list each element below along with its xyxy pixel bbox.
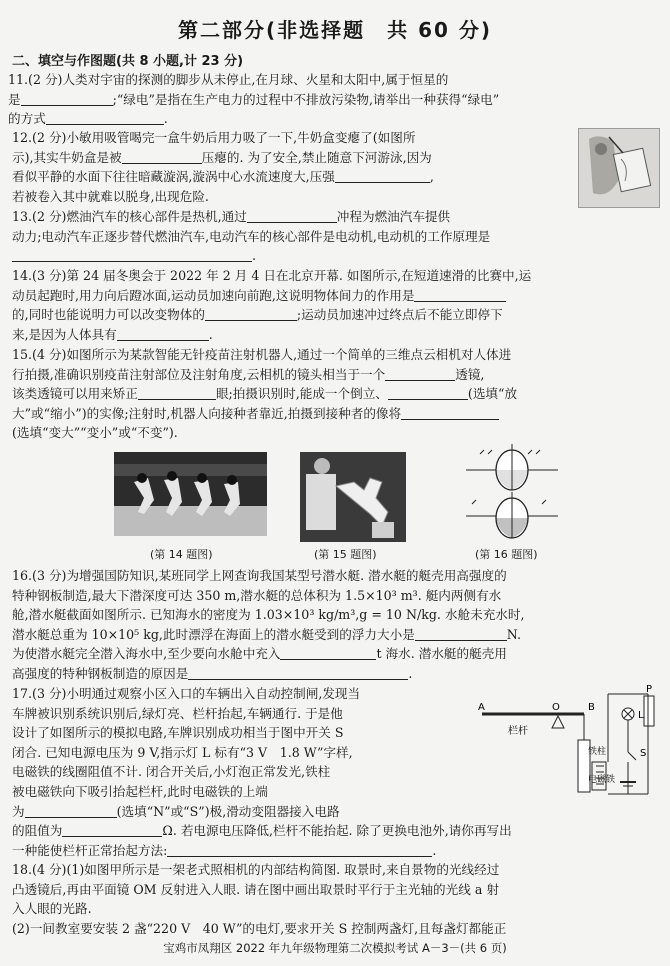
page-title: 第二部分(非选择题 共 60 分) bbox=[177, 18, 493, 42]
section-heading: 二、填空与作图题(共 8 小题,计 23 分) bbox=[12, 54, 244, 69]
q16-text-e: N. bbox=[506, 626, 522, 642]
q17-line5: 电磁铁的线圈阻值不计. 闭合开关后,小灯泡正常发光,铁柱 bbox=[12, 764, 331, 780]
q15-blank-3 bbox=[388, 386, 468, 400]
q17-text-g: 为 bbox=[12, 803, 25, 819]
fig17-label-a: A bbox=[478, 702, 485, 713]
q15-line1: 15.(4 分)如图所示为某款智能无针疫苗注射机器人,通过一个简单的三维点云相机对人体进 bbox=[12, 347, 512, 362]
q16-line1: 16.(3 分)为增强国防知识,某班同学上网查询我国某型号潜水艇. 潜水艇的艇壳用高强度的 bbox=[12, 568, 507, 583]
q17-blank-2 bbox=[62, 823, 162, 837]
q12-line4: 若被卷入其中就难以脱身,出现危险. bbox=[12, 188, 209, 204]
q15-text-c: 透镜, bbox=[455, 366, 485, 382]
q18-line1: 18.(4 分)(1)如图甲所示是一架老式照相机的内部结构简图. 取景时,来自景物的光线经过 bbox=[12, 862, 500, 877]
q14-text-c: 的,同时也能说明力可以改变物体的 bbox=[12, 307, 205, 323]
q17-blank-1 bbox=[25, 804, 117, 818]
milk-carton-drawing bbox=[579, 129, 659, 207]
fig17-label-s: S bbox=[640, 748, 647, 759]
q16-text-i: . bbox=[408, 665, 413, 681]
q14-blank-3 bbox=[117, 327, 209, 341]
milk-carton-photo bbox=[578, 128, 660, 208]
q17-text-k: 一种能使栏杆正常抬起方法: bbox=[12, 842, 168, 858]
q11-text-e: . bbox=[163, 111, 168, 127]
q15-text-e: 眼;拍摄识别时,能成一个倒立、 bbox=[215, 386, 388, 402]
q13-blank-2 bbox=[12, 248, 252, 262]
q11-blank-2 bbox=[46, 111, 164, 125]
q11-text-b: 是 bbox=[8, 91, 21, 107]
q16-text-f: 为使潜水艇完全潜入海水中,至少要向水舱中充入 bbox=[12, 646, 281, 662]
caption-figure-14: (第 14 题图) bbox=[150, 548, 213, 561]
q14-text-d: ;运动员加速冲过终点后不能立即停下 bbox=[296, 307, 503, 323]
q17-line3: 设计了如图所示的模拟电路,车牌识别成功相当于图中开关 S bbox=[12, 725, 344, 741]
q13-blank-1 bbox=[247, 209, 337, 223]
question-11 bbox=[8, 70, 658, 129]
q12-text-d: 看似平静的水面下往往暗藏漩涡,漩涡中心水流速度大,压强 bbox=[12, 169, 335, 185]
q17-text-h: (选填“N”或“S”)极,滑动变阻器接入电路 bbox=[116, 803, 340, 819]
q16-line3: 舱,潜水艇截面如图所示. 已知海水的密度为 1.03×10³ kg/m³,g = 10 N/kg. 水舱未充水时, bbox=[12, 607, 525, 623]
q16-blank-2 bbox=[280, 646, 376, 660]
q15-line5: (选填“变大”“变小”或“不变”). bbox=[12, 425, 178, 441]
question-13 bbox=[12, 207, 658, 266]
q16-blank-1 bbox=[415, 627, 507, 641]
q14-text-f: . bbox=[208, 326, 213, 342]
caption-figure-15: (第 15 题图) bbox=[314, 548, 377, 561]
submarine-cross-section bbox=[466, 440, 558, 540]
page-footer: 宝鸡市凤翔区 2022 年九年级物理第二次模拟考试 A－3－(共 6 页) bbox=[163, 941, 507, 955]
q15-text-g: 大”或“缩小”)的实像;注射时,机器人向接种者靠近,拍摄到接种者的像将 bbox=[12, 405, 402, 421]
fig17-label-p: P bbox=[646, 684, 653, 695]
question-17-continued bbox=[12, 821, 658, 860]
q14-line1: 14.(3 分)第 24 届冬奥会于 2022 年 2 月 4 日在北京开幕. 如图所示,在短道速滑的比赛中,运 bbox=[12, 268, 532, 283]
q13-text-a: 13.(2 分)燃油汽车的核心部件是热机,通过 bbox=[12, 209, 247, 224]
q18-line3: 入人眼的光路. bbox=[12, 901, 92, 917]
q15-blank-1 bbox=[385, 367, 455, 381]
gate-circuit-drawing bbox=[472, 682, 662, 812]
q15-blank-4 bbox=[401, 406, 499, 420]
q18-line4: (2)一间教室要安装 2 盏“220 V 40 W”的电灯,要求开关 S 控制两盏灯,且每盏灯都能正 bbox=[12, 920, 507, 936]
question-14 bbox=[12, 266, 658, 344]
question-17 bbox=[12, 684, 470, 821]
caption-figure-16: (第 16 题图) bbox=[475, 548, 538, 561]
question-12 bbox=[12, 128, 572, 206]
speed-skaters-drawing bbox=[114, 452, 267, 536]
q11-blank-1 bbox=[21, 92, 113, 106]
q13-text-b: 冲程为燃油汽车提供 bbox=[336, 209, 451, 224]
fig17-label-iron: 铁柱 bbox=[588, 747, 607, 757]
figure-15-photo bbox=[300, 452, 406, 542]
q11-text-d: 的方式 bbox=[8, 111, 46, 127]
q11-line1: 11.(2 分)人类对宇宙的探测的脚步从未停止,在月球、火星和太阳中,属于恒星的 bbox=[8, 72, 449, 87]
q17-line6: 被电磁铁向下吸引抬起栏杆,此时电磁铁的上端 bbox=[12, 783, 268, 799]
q14-blank-1 bbox=[414, 288, 506, 302]
question-15 bbox=[12, 345, 658, 443]
fig17-label-railing: 栏杆 bbox=[508, 726, 528, 737]
q14-text-e: 来,是因为人体具有 bbox=[12, 326, 117, 342]
q12-text-e: , bbox=[429, 169, 434, 185]
q17-text-i: 的阻值为 bbox=[12, 823, 63, 838]
q12-blank-2 bbox=[335, 169, 430, 183]
q16-text-h: 高强度的特种钢板制造的原因是 bbox=[12, 665, 189, 681]
q14-text-b: 动员起跑时,用力向后蹬冰面,运动员加速向前跑,这说明物体间力的作用是 bbox=[12, 287, 415, 303]
injection-robot-drawing bbox=[300, 452, 406, 542]
q16-text-d: 潜水艇总重为 10×10⁵ kg,此时漂浮在海面上的潜水艇受到的浮力大小是 bbox=[12, 626, 415, 642]
q14-blank-2 bbox=[205, 307, 297, 321]
figure-14-photo bbox=[114, 452, 267, 536]
fig17-label-b: B bbox=[588, 702, 595, 713]
q13-line2: 动力;电动汽车正逐步替代燃油汽车,电动汽车的核心部件是电动机,电动机的工作原理是 bbox=[12, 228, 491, 244]
question-18 bbox=[12, 860, 658, 938]
fig17-label-o: O bbox=[552, 702, 560, 713]
q17-line2: 车牌被识别系统识别后,绿灯亮、栏杆抬起,车辆通行. 于是他 bbox=[12, 705, 343, 721]
question-16 bbox=[12, 566, 658, 684]
q15-text-b: 行拍摄,准确识别疫苗注射部位及注射角度,云相机的镜头相当于一个 bbox=[12, 366, 386, 382]
q17-text-l: . bbox=[432, 842, 437, 858]
q17-line4: 闭合. 已知电源电压为 9 V,指示灯 L 标有“3 V 1.8 W”字样, bbox=[12, 744, 353, 760]
q12-text-b: 示),其实牛奶盒是被 bbox=[12, 149, 122, 165]
q17-text-j: Ω. 若电源电压降低,栏杆不能抬起. 除了更换电池外,请你再写出 bbox=[162, 823, 512, 838]
q12-text-c: 压瘪的. 为了安全,禁止随意下河游泳,因为 bbox=[201, 149, 432, 165]
fig17-label-magnet: 电磁铁 bbox=[588, 775, 616, 785]
q13-text-d: . bbox=[252, 248, 257, 264]
q15-text-f: (选填“放 bbox=[467, 386, 518, 402]
q17-line1: 17.(3 分)小明通过观察小区入口的车辆出入自动控制闸,发现当 bbox=[12, 686, 361, 701]
q17-blank-3 bbox=[167, 843, 432, 857]
q16-line2: 特种钢板制造,最大下潜深度可达 350 m,潜水艇的总体积为 1.5×10³ m³. 艇内两侧有水 bbox=[12, 587, 502, 603]
q11-text-c: ;“绿电”是指在生产电力的过程中不排放污染物,请举出一种获得“绿电” bbox=[112, 91, 500, 107]
figure-17-circuit bbox=[472, 682, 662, 812]
q16-blank-3 bbox=[188, 666, 408, 680]
figure-16-diagram bbox=[466, 440, 558, 540]
q18-line2: 凸透镜后,再由平面镜 OM 反射进入人眼. 请在图中画出取景时平行于主光轴的光线 a 射 bbox=[12, 881, 499, 897]
q16-text-g: t 海水. 潜水艇的艇壳用 bbox=[376, 646, 507, 662]
q12-line1: 12.(2 分)小敏用吸管喝完一盒牛奶后用力吸了一下,牛奶盒变瘪了(如图所 bbox=[12, 130, 416, 145]
fig17-label-l: L bbox=[638, 710, 644, 721]
q15-blank-2 bbox=[138, 386, 216, 400]
q15-text-d: 该类透镜可以用来矫正 bbox=[12, 386, 138, 402]
q12-blank-1 bbox=[122, 150, 202, 164]
